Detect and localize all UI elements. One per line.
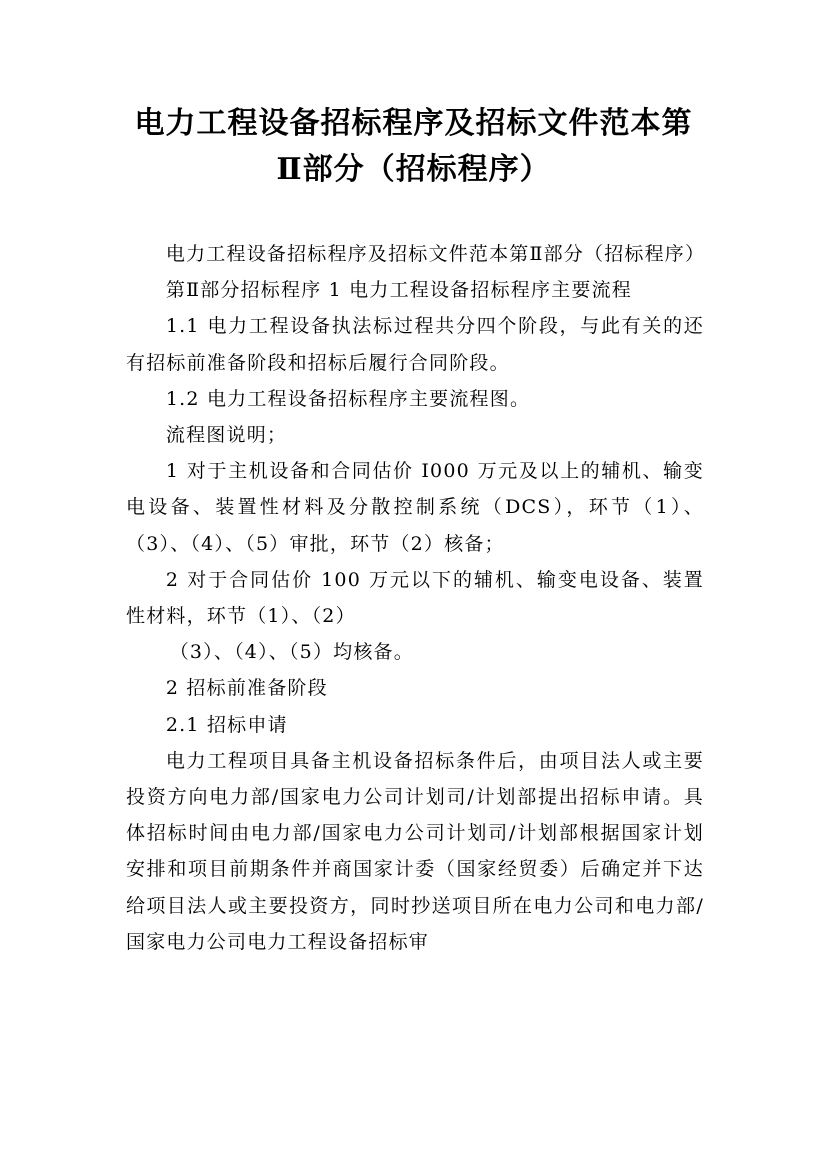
paragraph-section-2-1: 2.1 招标申请 [165,713,288,736]
paragraph-section-heading: 第Ⅱ部分招标程序 1 电力工程设备招标程序主要流程 [165,279,632,302]
paragraph-intro: 电力工程设备招标程序及招标文件范本第Ⅱ部分（招标程序） [165,243,706,265]
paragraph-section-2: 2 招标前准备阶段 [165,677,328,700]
document-title-line-1: 电力工程设备招标程序及招标文件范本第 [134,106,693,141]
paragraph-1-2: 1.2 电力工程设备招标程序主要流程图。 [165,387,531,410]
paragraph-note-1: 1 对于主机设备和合同估价 I000 万元及以上的辅机、输变电设备、装置性材料及分散控制系统（DCS），环节（1）、（3）、（4）、（5）审批，环节（2）核备； [126,460,704,555]
paragraph-flowchart-note: 流程图说明； [165,424,288,447]
document-body [126,236,704,960]
paragraph-note-2: 2 对于合同估价 100 万元以下的辅机、输变电设备、装置性材料，环节（1）、（2） [126,568,704,628]
paragraph-1-1: 1.1 电力工程设备执法标过程共分四个阶段，与此有关的还有招标前准备阶段和招标后履行合同阶段。 [126,315,704,374]
paragraph-application: 电力工程项目具备主机设备招标条件后，由项目法人或主要投资方向电力部/国家电力公司计划司/计划部提出招标申请。具体招标时间由电力部/国家电力公司计划司/计划部根据国家计划安排和项目前期条件并商国家计委（国家经贸委）后确定并下达给项目法人或主要投资方，同时抄送项目所在电力公司和电力部/国家电力公司电力工程设备招标审 [126,749,704,953]
paragraph-note-2-continued: （3）、（4）、（5）均核备。 [169,641,414,664]
document-title-line-2: Ⅱ部分（招标程序） [276,152,551,187]
